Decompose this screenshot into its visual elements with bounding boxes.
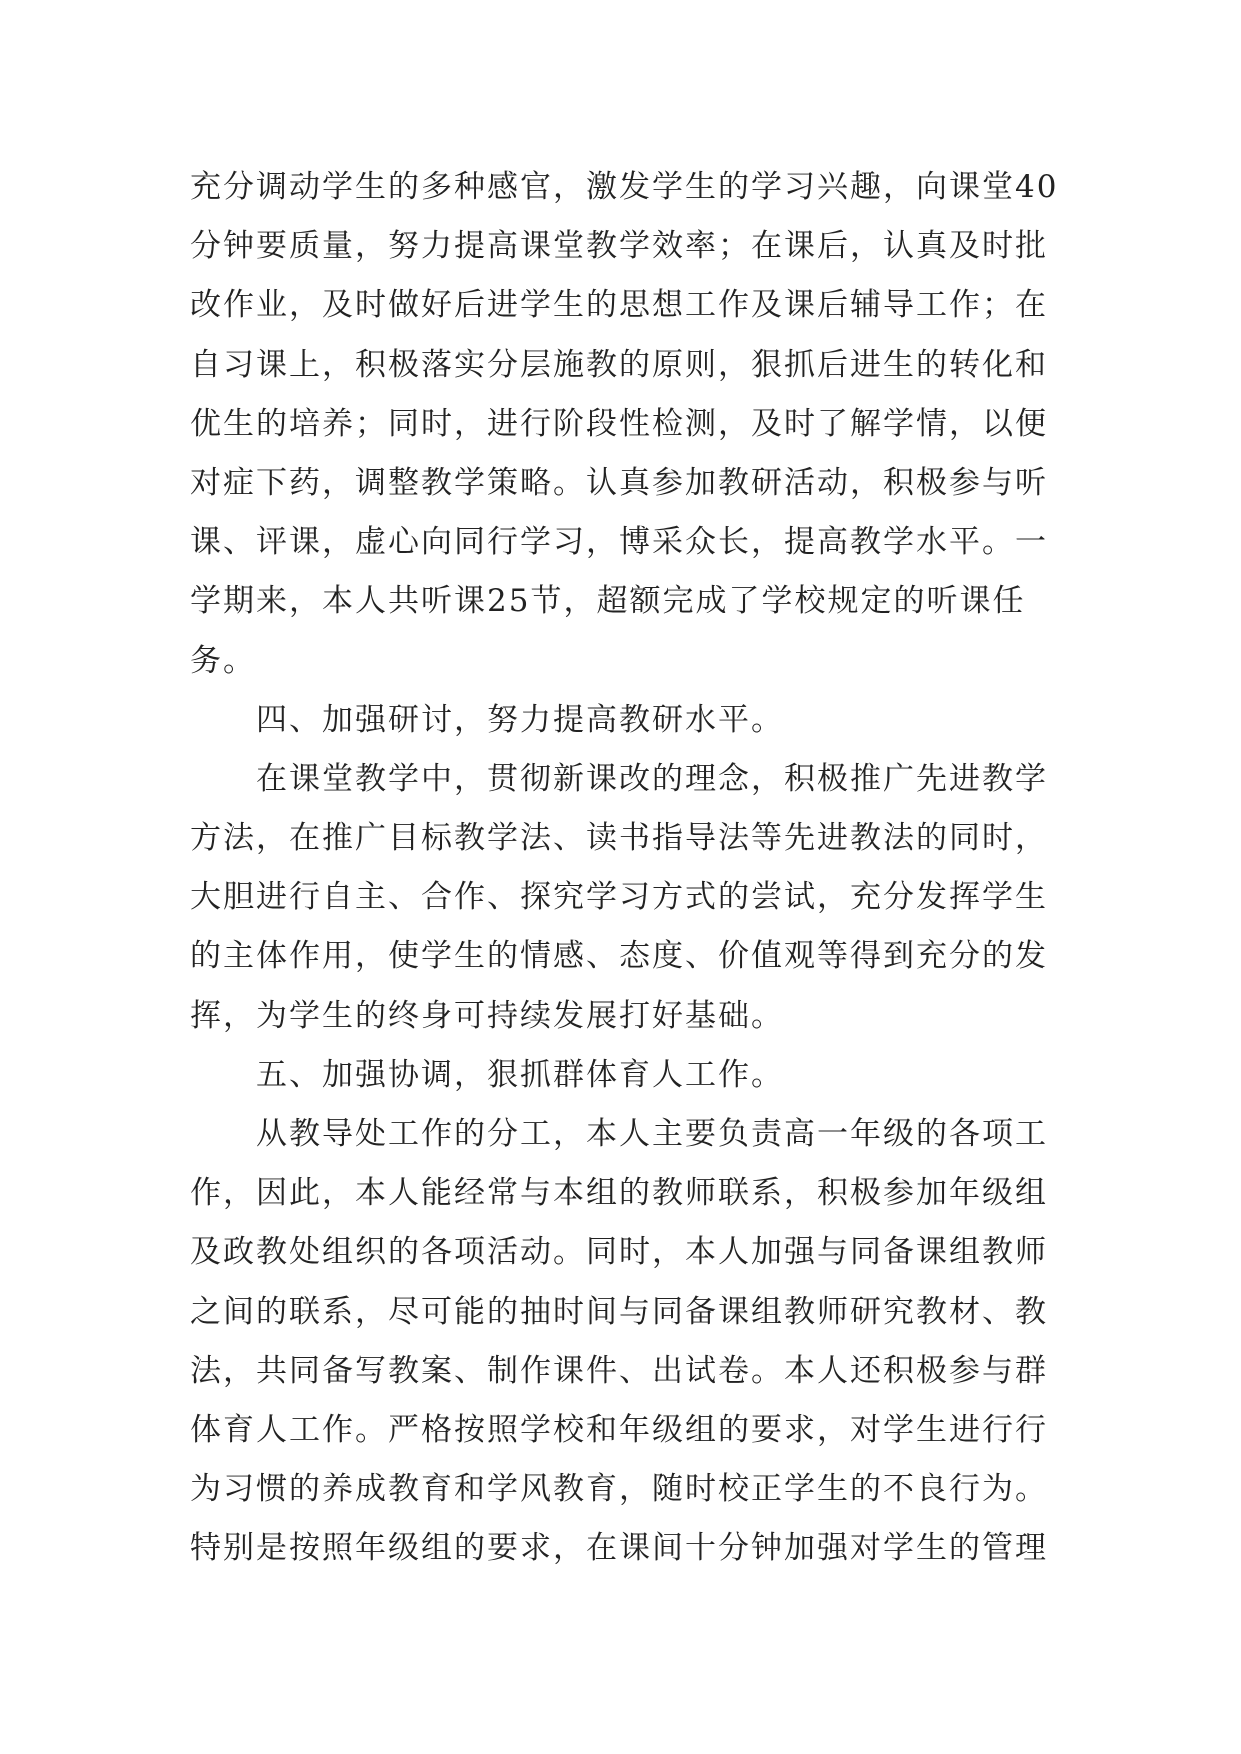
text-line: 特别是按照年级组的要求，在课间十分钟加强对学生的管理: [190, 1530, 1048, 1567]
text-line: 作，因此，本人能经常与本组的教师联系，积极参加年级组: [190, 1175, 1048, 1212]
body-text: [190, 158, 1070, 1579]
text-line: 务。: [190, 642, 256, 679]
text-line: 及政教处组织的各项活动。同时，本人加强与同备课组教师: [190, 1234, 1048, 1271]
text-line: 课、评课，虚心向同行学习，博采众长，提高教学水平。一: [190, 524, 1048, 561]
text-line: 自习课上，积极落实分层施教的原则，狠抓后进生的转化和: [190, 346, 1048, 383]
text-line: 学期来，本人共听课25节，超额完成了学校规定的听课任: [190, 583, 1026, 620]
text-line: 为习惯的养成教育和学风教育，随时校正学生的不良行为。: [190, 1471, 1048, 1508]
text-line: 的主体作用，使学生的情感、态度、价值观等得到充分的发: [190, 938, 1048, 975]
text-line: 法，共同备写教案、制作课件、出试卷。本人还积极参与群: [190, 1352, 1048, 1389]
text-line: 大胆进行自主、合作、探究学习方式的尝试，充分发挥学生: [190, 879, 1048, 916]
section-heading: 五、加强协调，狠抓群体育人工作。: [256, 1056, 784, 1093]
text-line: 改作业，及时做好后进学生的思想工作及课后辅导工作；在: [190, 287, 1048, 324]
text-line: 充分调动学生的多种感官，激发学生的学习兴趣，向课堂40: [190, 169, 1059, 205]
text-line: 挥，为学生的终身可持续发展打好基础。: [190, 997, 784, 1034]
text-line: 优生的培养；同时，进行阶段性检测，及时了解学情，以便: [190, 405, 1048, 442]
text-line: 方法，在推广目标教学法、读书指导法等先进教法的同时，: [190, 820, 1048, 857]
text-line: 之间的联系，尽可能的抽时间与同备课组教师研究教材、教: [190, 1293, 1048, 1330]
text-line: 分钟要质量，努力提高课堂教学效率；在课后，认真及时批: [190, 228, 1048, 265]
text-line: 从教导处工作的分工，本人主要负责高一年级的各项工: [256, 1116, 1048, 1152]
text-line: 体育人工作。严格按照学校和年级组的要求，对学生进行行: [190, 1411, 1048, 1448]
text-line: 在课堂教学中，贯彻新课改的理念，积极推广先进教学: [256, 760, 1048, 797]
section-heading: 四、加强研讨，努力提高教研水平。: [256, 701, 784, 738]
text-line: 对症下药，调整教学策略。认真参加教研活动，积极参与听: [190, 464, 1048, 501]
